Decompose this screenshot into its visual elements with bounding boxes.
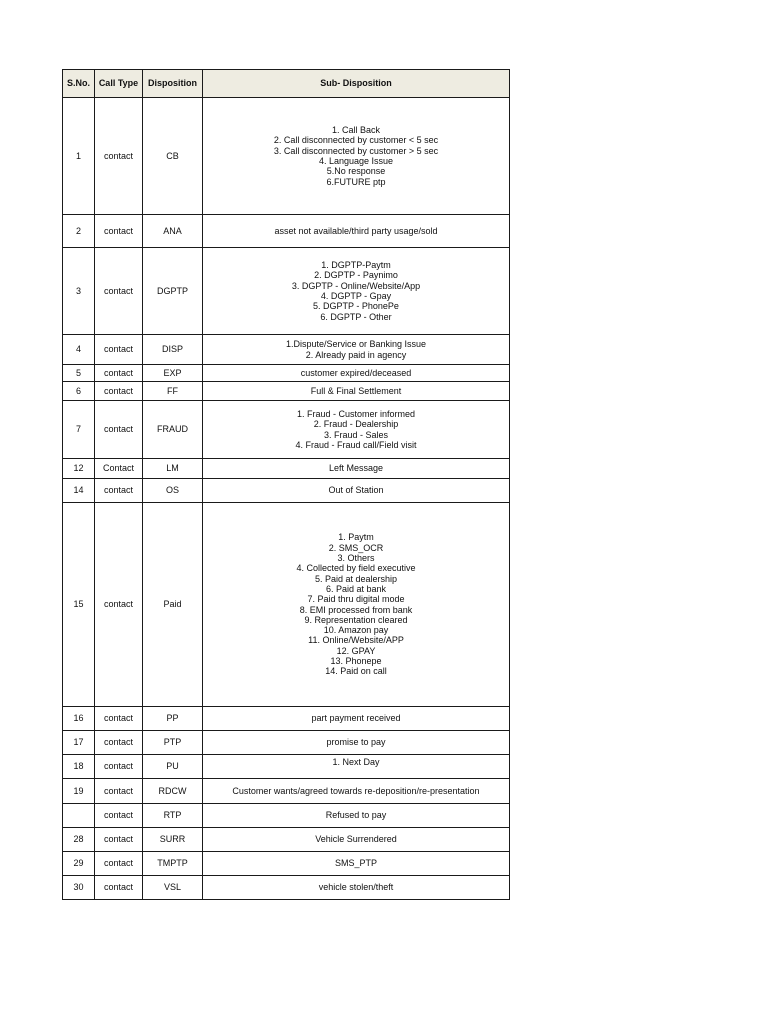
cell-sub-disposition <box>203 707 510 731</box>
cell-sno: 14 <box>63 479 95 503</box>
cell-sub-disposition <box>203 365 510 382</box>
sub-disposition-line: 1.Dispute/Service or Banking Issue <box>285 339 427 350</box>
cell-sno: 4 <box>63 335 95 365</box>
cell-call-type: contact <box>95 779 143 804</box>
cell-sno: 18 <box>63 755 95 779</box>
table-row <box>63 852 510 876</box>
sub-disposition-line: 5. DGPTP - PhonePe <box>313 301 399 312</box>
cell-call-type: contact <box>95 503 143 707</box>
table-row <box>63 828 510 852</box>
table-header-row <box>63 70 510 98</box>
cell-disposition: FF <box>143 382 203 401</box>
cell-disposition: TMPTP <box>143 852 203 876</box>
cell-sub-disposition <box>203 215 510 248</box>
cell-sub-disposition <box>203 755 510 779</box>
sub-disposition-line: 3. DGPTP - Online/Website/App <box>291 280 421 291</box>
cell-sub-disposition <box>203 382 510 401</box>
sub-disposition-line: 2. Fraud - Dealership <box>313 419 399 430</box>
table-row <box>63 479 510 503</box>
cell-disposition: PTP <box>143 731 203 755</box>
table-row <box>63 707 510 731</box>
table-row <box>63 779 510 804</box>
sub-disposition-line: 11. Online/Website/APP <box>308 635 404 646</box>
sub-disposition-line: Left Message <box>328 463 384 474</box>
sub-disposition-line: SMS_PTP <box>334 858 377 869</box>
cell-sno: 17 <box>63 731 95 755</box>
table-row <box>63 804 510 828</box>
sub-disposition-line: 6. DGPTP - Other <box>320 311 392 322</box>
sub-disposition-line: 1. Paytm <box>338 532 374 543</box>
disposition-table <box>62 69 510 900</box>
sub-disposition-line: 3. Fraud - Sales <box>323 429 389 440</box>
table-row <box>63 98 510 215</box>
table-row <box>63 401 510 459</box>
cell-call-type: contact <box>95 335 143 365</box>
table-row <box>63 335 510 365</box>
sub-disposition-line: 12. GPAY <box>336 645 376 656</box>
cell-call-type: contact <box>95 707 143 731</box>
sub-disposition-line: Refused to pay <box>325 810 387 821</box>
sub-disposition-line: 2. SMS_OCR <box>328 542 384 553</box>
cell-disposition: ANA <box>143 215 203 248</box>
cell-sno: 19 <box>63 779 95 804</box>
sub-disposition-line: promise to pay <box>326 737 386 748</box>
cell-sno: 29 <box>63 852 95 876</box>
cell-sno: 2 <box>63 215 95 248</box>
cell-disposition: RTP <box>143 804 203 828</box>
cell-sno: 15 <box>63 503 95 707</box>
cell-call-type: contact <box>95 852 143 876</box>
cell-sub-disposition <box>203 828 510 852</box>
cell-call-type: contact <box>95 828 143 852</box>
header-sno: S.No. <box>63 70 95 98</box>
table-row <box>63 382 510 401</box>
sub-disposition-line: 3. Others <box>337 553 375 564</box>
sub-disposition-line: 13. Phonepe <box>330 655 382 666</box>
cell-call-type: Contact <box>95 459 143 479</box>
header-sub-disposition: Sub- Disposition <box>203 70 510 98</box>
cell-call-type: contact <box>95 382 143 401</box>
header-disposition: Disposition <box>143 70 203 98</box>
cell-disposition: FRAUD <box>143 401 203 459</box>
sub-disposition-line: 1. Next Day <box>332 757 380 767</box>
sub-disposition-line: 4. Fraud - Fraud call/Field visit <box>295 439 417 450</box>
cell-sub-disposition <box>203 335 510 365</box>
sub-disposition-line: 4. DGPTP - Gpay <box>320 291 392 301</box>
cell-disposition: VSL <box>143 876 203 900</box>
cell-call-type: contact <box>95 804 143 828</box>
cell-sno <box>63 804 95 828</box>
cell-sub-disposition <box>203 401 510 459</box>
cell-sno: 5 <box>63 365 95 382</box>
sub-disposition-line: 2. DGPTP - Paynimo <box>314 270 398 281</box>
cell-call-type: contact <box>95 215 143 248</box>
sub-disposition-line: 3. Call disconnected by customer > 5 sec <box>273 145 439 156</box>
cell-sub-disposition <box>203 876 510 900</box>
cell-call-type: contact <box>95 755 143 779</box>
cell-disposition: CB <box>143 98 203 215</box>
cell-sub-disposition <box>203 852 510 876</box>
cell-sno: 6 <box>63 382 95 401</box>
sub-disposition-line: part payment received <box>311 713 401 724</box>
table-row <box>63 876 510 900</box>
cell-disposition: DGPTP <box>143 248 203 335</box>
table-body <box>63 98 510 900</box>
cell-sno: 30 <box>63 876 95 900</box>
sub-disposition-line: 1. Fraud - Customer informed <box>296 408 416 419</box>
cell-sno: 28 <box>63 828 95 852</box>
sub-disposition-line: 8. EMI processed from bank <box>299 604 413 615</box>
cell-sub-disposition <box>203 731 510 755</box>
sub-disposition-line: 1. Call Back <box>331 125 381 136</box>
cell-disposition: PP <box>143 707 203 731</box>
cell-sno: 16 <box>63 707 95 731</box>
table-row <box>63 755 510 779</box>
cell-call-type: contact <box>95 98 143 215</box>
sub-disposition-line: 9. Representation cleared <box>304 614 408 625</box>
sub-disposition-line: 6. Paid at bank <box>325 583 387 594</box>
sub-disposition-line: Full & Final Settlement <box>310 385 402 396</box>
cell-disposition: OS <box>143 479 203 503</box>
sub-disposition-line: 10. Amazon pay <box>323 625 389 636</box>
sub-disposition-line: 5. Paid at dealership <box>314 573 398 584</box>
table-row <box>63 215 510 248</box>
sub-disposition-line: Out of Station <box>328 485 384 496</box>
sub-disposition-line: 4. Collected by field executive <box>296 563 416 574</box>
cell-disposition: Paid <box>143 503 203 707</box>
sub-disposition-line: 6.FUTURE ptp <box>326 176 386 187</box>
sub-disposition-line: 14. Paid on call <box>325 666 387 677</box>
cell-disposition: SURR <box>143 828 203 852</box>
table-row <box>63 365 510 382</box>
sub-disposition-line: 5.No response <box>326 166 386 177</box>
sub-disposition-line: Vehicle Surrendered <box>315 834 397 845</box>
cell-disposition: DISP <box>143 335 203 365</box>
sub-disposition-line: asset not available/third party usage/sold <box>274 225 438 236</box>
sub-disposition-line: 7. Paid thru digital mode <box>307 594 405 605</box>
sub-disposition-line: Customer wants/agreed towards re-deposition/re-presentation <box>232 785 480 796</box>
cell-sub-disposition <box>203 248 510 335</box>
cell-sub-disposition <box>203 804 510 828</box>
sub-disposition-line: 2. Call disconnected by customer < 5 sec <box>273 135 439 146</box>
header-call-type: Call Type <box>95 70 143 98</box>
cell-disposition: PU <box>143 755 203 779</box>
cell-call-type: contact <box>95 401 143 459</box>
cell-call-type: contact <box>95 248 143 335</box>
cell-sub-disposition <box>203 459 510 479</box>
cell-sno: 1 <box>63 98 95 215</box>
cell-sub-disposition <box>203 479 510 503</box>
sub-disposition-line: 4. Language Issue <box>318 156 394 166</box>
cell-call-type: contact <box>95 731 143 755</box>
table-row <box>63 503 510 707</box>
cell-disposition: LM <box>143 459 203 479</box>
table-row <box>63 731 510 755</box>
cell-sno: 3 <box>63 248 95 335</box>
sub-disposition-line: customer expired/deceased <box>300 367 412 378</box>
cell-call-type: contact <box>95 876 143 900</box>
cell-disposition: EXP <box>143 365 203 382</box>
cell-sub-disposition <box>203 503 510 707</box>
cell-sub-disposition <box>203 779 510 804</box>
cell-call-type: contact <box>95 479 143 503</box>
sub-disposition-line: 2. Already paid in agency <box>305 349 407 360</box>
sub-disposition-line: 1. DGPTP-Paytm <box>321 260 391 271</box>
cell-call-type: contact <box>95 365 143 382</box>
cell-sub-disposition <box>203 98 510 215</box>
cell-disposition: RDCW <box>143 779 203 804</box>
table-row <box>63 459 510 479</box>
table-row <box>63 248 510 335</box>
cell-sno: 12 <box>63 459 95 479</box>
sub-disposition-line: vehicle stolen/theft <box>318 882 394 893</box>
cell-sno: 7 <box>63 401 95 459</box>
